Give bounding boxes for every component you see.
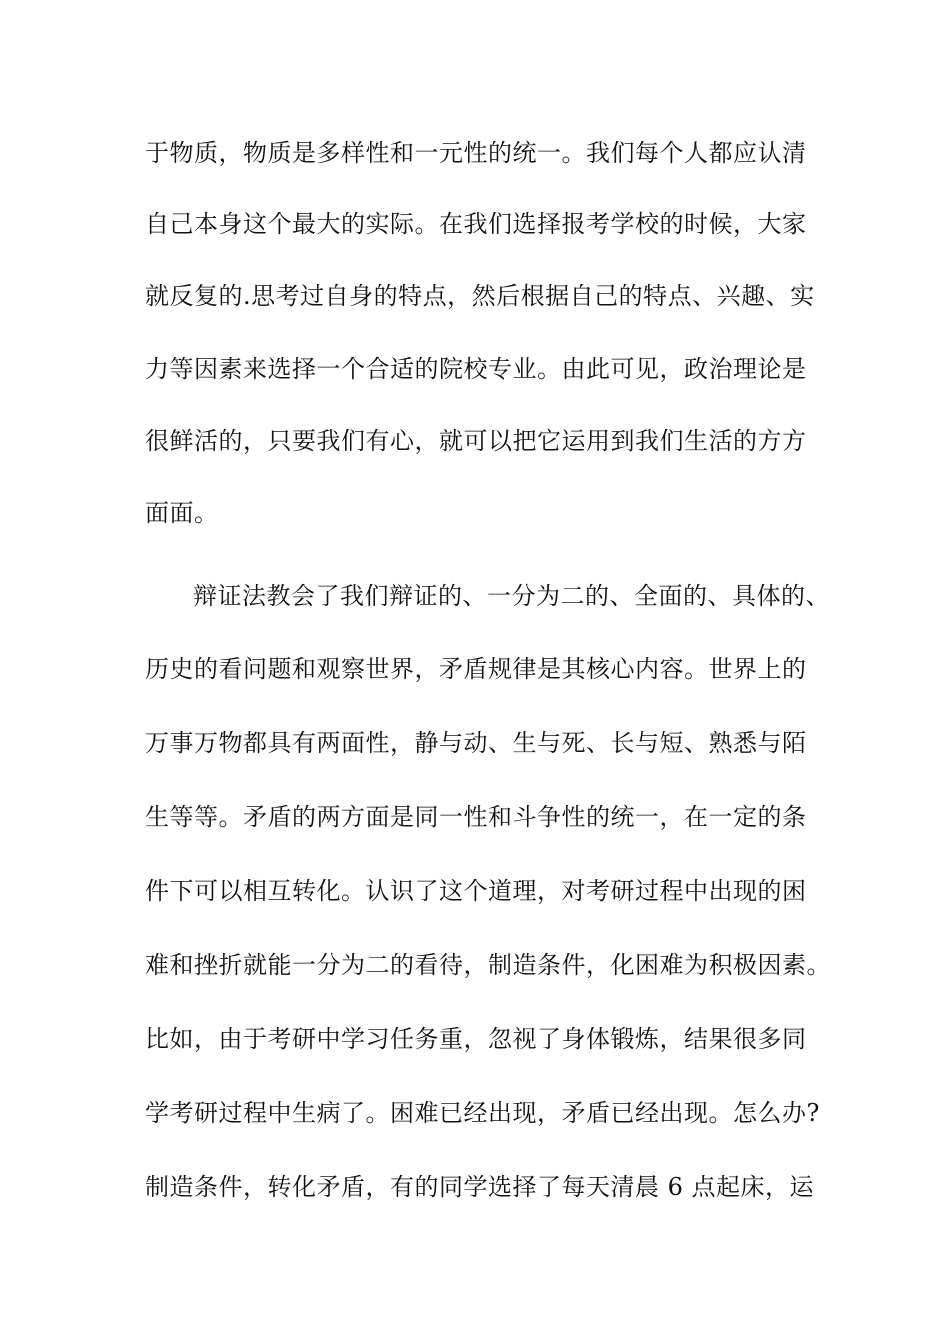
text-line: 学考研过程中生病了。困难已经出现，矛盾已经出现。怎么办? <box>145 1099 820 1127</box>
text-line: 于物质，物质是多样性和一元性的统一。我们每个人都应认清 <box>145 139 807 167</box>
text-line: 就反复的.思考过自身的特点，然后根据自己的特点、兴趣、实 <box>145 282 815 310</box>
paragraph-first-line: 辩证法教会了我们辩证的、一分为二的、全面的、具体的、 <box>193 582 830 610</box>
text-line: 件下可以相互转化。认识了这个道理，对考研过程中出现的困 <box>145 877 807 905</box>
text-line: 力等因素来选择一个合适的院校专业。由此可见，政治理论是 <box>145 355 807 383</box>
text-line: 面面。 <box>145 499 219 527</box>
text-line: 比如，由于考研中学习任务重，忽视了身体锻炼，结果很多同 <box>145 1025 807 1053</box>
text-line: 制造条件，转化矛盾，有的同学选择了每天清晨 6 点起床，运 <box>145 1173 815 1201</box>
text-line: 生等等。矛盾的两方面是同一性和斗争性的统一，在一定的条 <box>145 803 807 831</box>
text-line: 很鲜活的，只要我们有心，就可以把它运用到我们生活的方方 <box>145 427 807 455</box>
text-line: 自己本身这个最大的实际。在我们选择报考学校的时候，大家 <box>145 210 807 238</box>
text-line: 万事万物都具有两面性，静与动、生与死、长与短、熟悉与陌 <box>145 729 807 757</box>
text-line: 难和挫折就能一分为二的看待，制造条件，化困难为积极因素。 <box>145 951 831 979</box>
text-line: 历史的看问题和观察世界，矛盾规律是其核心内容。世界上的 <box>145 655 807 683</box>
